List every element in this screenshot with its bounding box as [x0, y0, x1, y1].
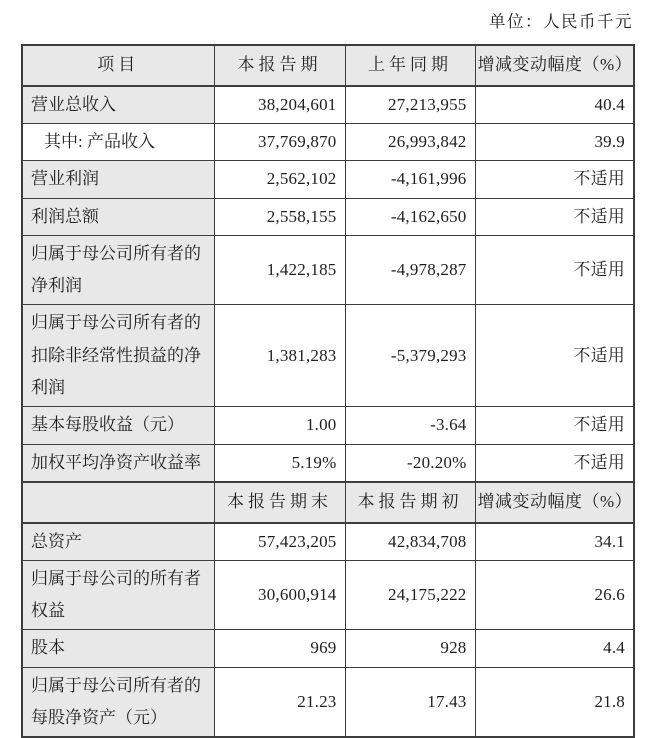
income-header-row [22, 45, 634, 86]
table-row-total-assets [22, 523, 634, 561]
table-row-net-profit-excl-nonrecurring [22, 305, 634, 407]
table-row-basic-eps [22, 407, 634, 444]
prior-period-value: -4,162,650 [345, 198, 475, 235]
prior-period-value: -5,379,293 [345, 305, 475, 407]
change-value: 39.9 [475, 123, 634, 160]
table-row-product-revenue [22, 123, 634, 160]
change-value: 不适用 [475, 305, 634, 407]
row-label: 归属于母公司所有者的扣除非经常性损益的净利润 [22, 305, 214, 407]
row-label: 归属于母公司所有者的每股净资产（元） [22, 667, 214, 737]
row-label: 其中: 产品收入 [22, 123, 214, 160]
change-value: 26.6 [475, 560, 634, 630]
change-value: 34.1 [475, 523, 634, 561]
change-value: 21.8 [475, 667, 634, 737]
row-label: 利润总额 [22, 198, 214, 235]
current-period-value: 38,204,601 [214, 86, 345, 124]
prior-period-value: -3.64 [345, 407, 475, 444]
change-value: 不适用 [475, 407, 634, 444]
period-end-value: 969 [214, 630, 345, 667]
period-begin-value: 24,175,222 [345, 560, 475, 630]
change-value: 不适用 [475, 444, 634, 482]
row-label: 基本每股收益（元） [22, 407, 214, 444]
period-begin-value: 42,834,708 [345, 523, 475, 561]
prior-period-value: -20.20% [345, 444, 475, 482]
unit-label: 单位：人民币千元 [489, 12, 633, 31]
row-label: 营业利润 [22, 161, 214, 198]
table-row-total-revenue [22, 86, 634, 124]
table-row-net-profit [22, 235, 634, 305]
period-end-value: 30,600,914 [214, 560, 345, 630]
table-row-operating-profit [22, 161, 634, 198]
header-period-begin: 本报告期初 [345, 482, 475, 523]
table-row-net-assets-per-share [22, 667, 634, 737]
table-row-share-capital [22, 630, 634, 667]
period-end-value: 21.23 [214, 667, 345, 737]
current-period-value: 5.19% [214, 444, 345, 482]
financial-summary-table [21, 44, 635, 738]
header-period-end: 本报告期末 [214, 482, 345, 523]
header-prior-period: 上年同期 [345, 45, 475, 86]
current-period-value: 37,769,870 [214, 123, 345, 160]
current-period-value: 2,558,155 [214, 198, 345, 235]
change-value: 不适用 [475, 161, 634, 198]
period-end-value: 57,423,205 [214, 523, 345, 561]
prior-period-value: -4,978,287 [345, 235, 475, 305]
current-period-value: 1,381,283 [214, 305, 345, 407]
row-label: 归属于母公司的所有者权益 [22, 560, 214, 630]
period-begin-value: 17.43 [345, 667, 475, 737]
row-label: 加权平均净资产收益率 [22, 444, 214, 482]
prior-period-value: -4,161,996 [345, 161, 475, 198]
period-begin-value: 928 [345, 630, 475, 667]
change-value: 40.4 [475, 86, 634, 124]
table-row-weighted-avg-roe [22, 444, 634, 482]
header-change-pct: 增减变动幅度（%） [475, 482, 634, 523]
header-item-label: 项目 [22, 45, 214, 86]
table-row-owners-equity [22, 560, 634, 630]
change-value: 4.4 [475, 630, 634, 667]
header-empty-cell [22, 482, 214, 523]
change-value: 不适用 [475, 198, 634, 235]
current-period-value: 1.00 [214, 407, 345, 444]
row-label: 股本 [22, 630, 214, 667]
current-period-value: 2,562,102 [214, 161, 345, 198]
change-value: 不适用 [475, 235, 634, 305]
header-change-pct: 增减变动幅度（%） [475, 45, 634, 86]
table-row-total-profit [22, 198, 634, 235]
row-label: 营业总收入 [22, 86, 214, 124]
header-current-period: 本报告期 [214, 45, 345, 86]
prior-period-value: 27,213,955 [345, 86, 475, 124]
row-label: 总资产 [22, 523, 214, 561]
prior-period-value: 26,993,842 [345, 123, 475, 160]
row-label: 归属于母公司所有者的净利润 [22, 235, 214, 305]
current-period-value: 1,422,185 [214, 235, 345, 305]
balance-header-row [22, 482, 634, 523]
